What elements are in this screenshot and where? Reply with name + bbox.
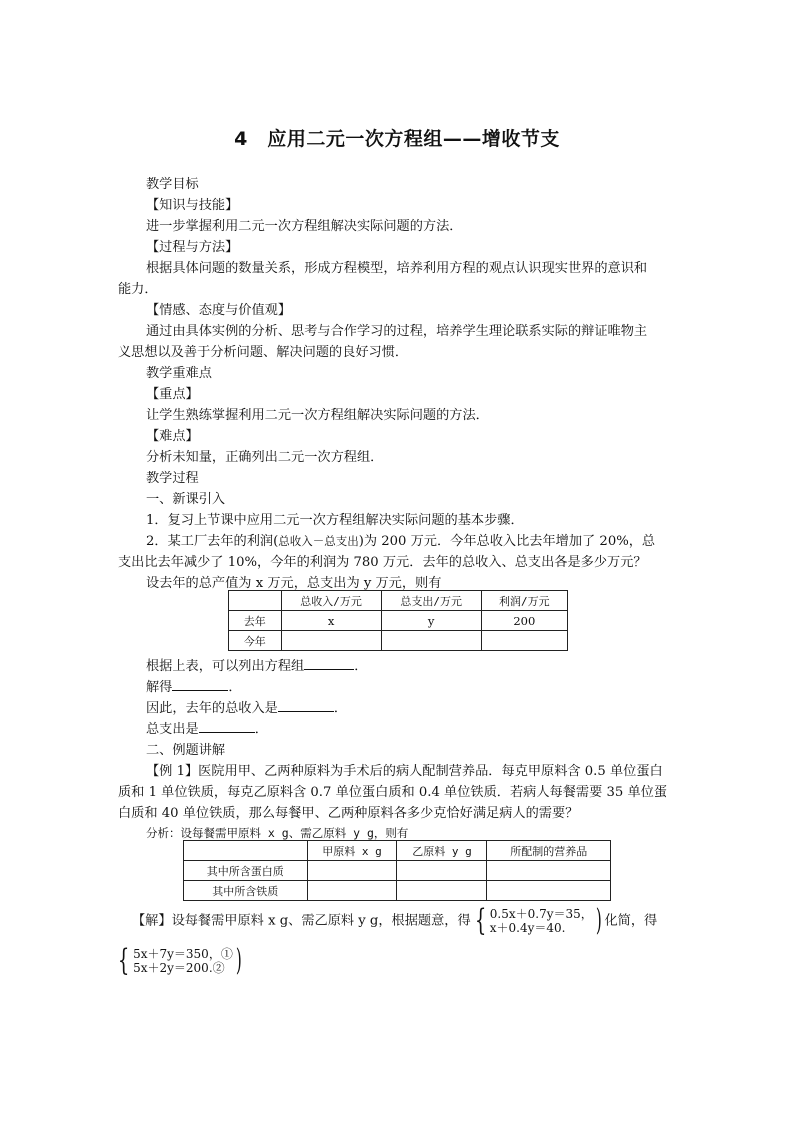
table-cell bbox=[381, 631, 481, 651]
example1-label: 【例 1】 bbox=[146, 764, 199, 779]
process-section-heading: 教学过程 bbox=[146, 471, 199, 486]
answer-blank[interactable] bbox=[172, 677, 228, 691]
table-row bbox=[184, 881, 611, 901]
solution-label: 【解】 bbox=[132, 913, 172, 929]
step2-line1 bbox=[146, 531, 655, 552]
table-header-cell bbox=[184, 841, 308, 861]
page-title: 4 应用二元一次方程组——增收节支 bbox=[234, 128, 560, 150]
fill-solve-label: 解得 bbox=[146, 680, 173, 695]
step2-text-a: 2．某工厂去年的利润( bbox=[146, 534, 279, 549]
table-cell: 去年 bbox=[229, 611, 282, 631]
table-cell bbox=[281, 631, 381, 651]
answer-blank[interactable] bbox=[278, 698, 334, 712]
fill-equation-line bbox=[146, 656, 367, 677]
step2-line2: 支出比去年减少了 10%，今年的利润为 780 万元．去年的总收入、总支出各是多少万元？ bbox=[118, 555, 647, 570]
equation: 0.5x＋0.7y＝35， bbox=[489, 907, 593, 921]
fill-income-label: 因此，去年的总收入是 bbox=[146, 701, 278, 716]
step2-text-b: )为 200 万元．今年总收入比去年增加了 20%，总 bbox=[358, 534, 656, 549]
hard-text: 分析未知量，正确列出二元一次方程组． bbox=[146, 450, 384, 465]
table-cell bbox=[487, 881, 611, 901]
solution-text: 设每餐需甲原料 x g、需乙原料 y g，根据题意，得 bbox=[171, 913, 471, 929]
answer-blank[interactable] bbox=[304, 656, 354, 670]
table-cell: 其中所含蛋白质 bbox=[184, 861, 308, 881]
equation-system-2 bbox=[133, 947, 233, 975]
table-cell bbox=[487, 861, 611, 881]
table-header-cell: 甲原料 x g bbox=[307, 841, 397, 861]
hard-heading: 【难点】 bbox=[146, 429, 199, 444]
brace-symbol: { bbox=[117, 943, 130, 978]
period: ． bbox=[354, 659, 368, 674]
table-row bbox=[184, 861, 611, 881]
simplify-text: 化简，得 bbox=[604, 913, 658, 929]
income-table bbox=[228, 590, 568, 651]
table-cell: 其中所含铁质 bbox=[184, 881, 308, 901]
setup-text: 设去年的总产值为 x 万元，总支出为 y 万元，则有 bbox=[146, 576, 442, 591]
table-cell bbox=[397, 881, 487, 901]
brace-symbol: { bbox=[474, 903, 486, 938]
process-text-line2: 能力． bbox=[118, 282, 158, 297]
step1-text: 1．复习上节课中应用二元一次方程组解决实际问题的基本步骤． bbox=[146, 513, 524, 528]
key-text: 让学生熟练掌握利用二元一次方程组解决实际问题的方法． bbox=[146, 408, 489, 423]
equation-system-1 bbox=[490, 907, 593, 935]
table-cell: y bbox=[381, 611, 481, 631]
example1-text: 医院用甲、乙两种原料为手术后的病人配制营养品．每克甲原料含 0.5 单位蛋白 bbox=[198, 764, 663, 779]
fill-income-line bbox=[146, 698, 347, 719]
table-header-cell: 所配制的营养品 bbox=[487, 841, 611, 861]
example1-line3: 白质和 40 单位铁质，那么每餐甲、乙两种原料各多少克恰好满足病人的需要？ bbox=[118, 806, 579, 821]
table-cell: x bbox=[281, 611, 381, 631]
step2-formula: 总收入－总支出 bbox=[278, 534, 359, 548]
paren-symbol: ) bbox=[235, 943, 242, 978]
equation: x＋0.4y＝40. bbox=[489, 921, 566, 935]
table-header-row bbox=[184, 841, 611, 861]
nutrition-table bbox=[183, 840, 611, 901]
period: ． bbox=[254, 722, 268, 737]
knowledge-text: 进一步掌握利用二元一次方程组解决实际问题的方法． bbox=[146, 219, 463, 234]
key-heading: 【重点】 bbox=[146, 387, 199, 402]
answer-blank[interactable] bbox=[199, 719, 255, 733]
knowledge-heading: 【知识与技能】 bbox=[146, 198, 239, 213]
paren-symbol: ) bbox=[595, 903, 602, 938]
difficulty-heading: 教学重难点 bbox=[146, 366, 212, 381]
fill-solve-line bbox=[146, 677, 242, 698]
emotion-text-line2: 义思想以及善于分析问题、解决问题的良好习惯． bbox=[118, 345, 409, 360]
period: ． bbox=[228, 680, 242, 695]
section1-heading: 一、新课引入 bbox=[146, 492, 226, 507]
table-cell bbox=[307, 861, 397, 881]
table-cell bbox=[481, 631, 567, 651]
process-text-line1: 根据具体问题的数量关系，形成方程模型，培养利用方程的观点认识现实世界的意识和 bbox=[146, 261, 648, 276]
table-header-cell: 总支出/万元 bbox=[381, 591, 481, 611]
analysis-text: 分析：设每餐需甲原料 x g、需乙原料 y g，则有 bbox=[146, 826, 409, 840]
fill-equation-label: 根据上表，可以列出方程组 bbox=[146, 659, 305, 674]
example1-line1 bbox=[146, 761, 663, 782]
table-header-row bbox=[229, 591, 568, 611]
solution-line bbox=[132, 903, 658, 938]
table-row bbox=[229, 631, 568, 651]
example1-line2: 质和 1 单位铁质，每克乙原料含 0.7 单位蛋白质和 0.4 单位铁质．若病人每餐需要 35 单位蛋 bbox=[118, 785, 668, 800]
equation: 5x＋7y＝350，① bbox=[133, 947, 233, 961]
process-heading: 【过程与方法】 bbox=[146, 240, 239, 255]
equation: 5x＋2y＝200.② bbox=[133, 961, 225, 975]
emotion-text-line1: 通过由具体实例的分析、思考与合作学习的过程，培养学生理论联系实际的辩证唯物主 bbox=[146, 324, 648, 339]
table-cell bbox=[307, 881, 397, 901]
table-cell: 今年 bbox=[229, 631, 282, 651]
table-row bbox=[229, 611, 568, 631]
fill-expense-label: 总支出是 bbox=[146, 722, 199, 737]
table-header-cell: 乙原料 y g bbox=[397, 841, 487, 861]
objectives-heading: 教学目标 bbox=[146, 177, 199, 192]
table-header-cell bbox=[229, 591, 282, 611]
table-header-cell: 总收入/万元 bbox=[281, 591, 381, 611]
simplified-system-line bbox=[117, 943, 245, 978]
emotion-heading: 【情感、态度与价值观】 bbox=[146, 303, 292, 318]
section2-heading: 二、例题讲解 bbox=[146, 743, 226, 758]
table-header-cell: 利润/万元 bbox=[481, 591, 567, 611]
fill-expense-line bbox=[146, 719, 268, 740]
table-cell: 200 bbox=[481, 611, 567, 631]
table-cell bbox=[397, 861, 487, 881]
period: ． bbox=[333, 701, 348, 716]
